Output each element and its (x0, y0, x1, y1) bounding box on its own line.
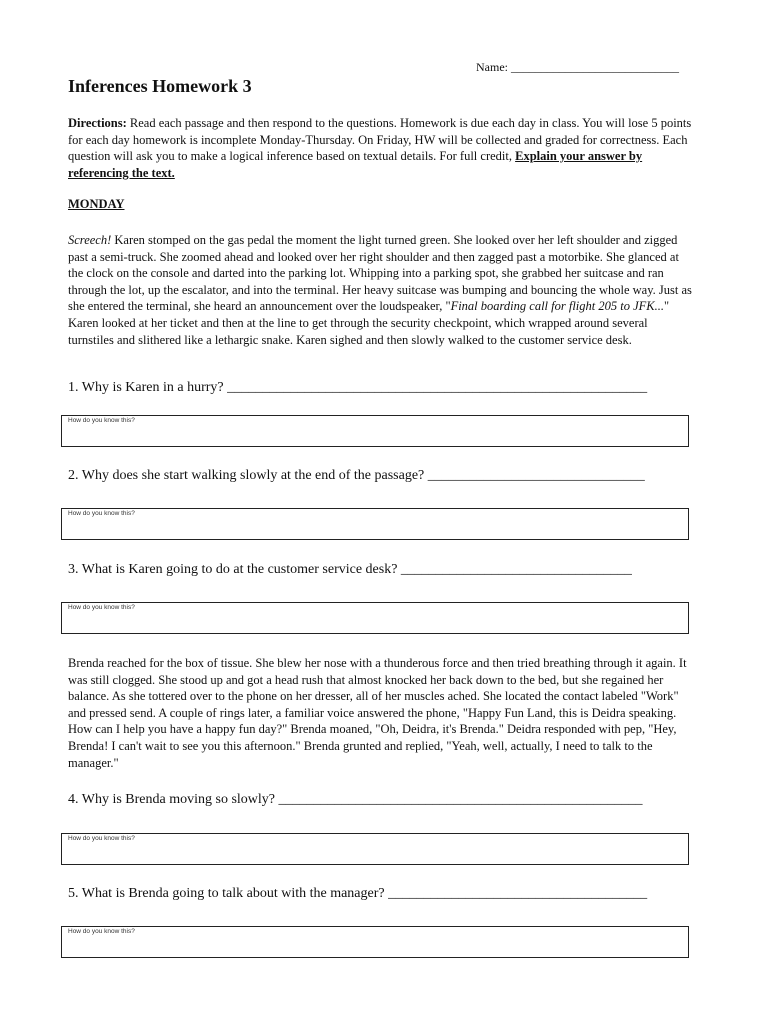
answer-box-1[interactable] (61, 415, 689, 447)
answer-box-label: How do you know this? (68, 835, 135, 842)
answer-box-label: How do you know this? (68, 510, 135, 517)
answer-box-3[interactable] (61, 602, 689, 634)
passage-text-a: Karen stomped on the gas pedal the moment the light turned green. She looked over her left shoulder and zigged past a semi-truck. She zoomed ahead and looked over her right shoulder and then zagged past a motorbike. She glanced at the clock on the console and darted into the parking lot. Whipping into a parking spot, she grabbed her suitcase and ran through the lot, up the escalator, and into the terminal. Her heavy suitcase was bumping and bouncing the whole way. Just as she entered the terminal, she heard an announcement over the loudspeaker, " (68, 233, 692, 314)
passage-text-b: " Karen looked at her ticket and then at the line to get through the security checkpoint, which wrapped around several turnstiles and slithered like a lethargic snake. Karen sighed and then slowly walked to the customer service desk. (68, 299, 670, 347)
passage-brenda: Brenda reached for the box of tissue. She blew her nose with a thunderous force and then tried breathing through it again. It was still clogged. She stood up and got a head rush that almost knocked her back down to the bed, but she regained her balance. As she tottered over to the phone on her dresser, all of her muscles ached. She located the contact labeled "Work" and pressed send. A couple of rings later, a familiar voice answered the phone, "Happy Fun Land, this is Deidra speaking. How can I help you have a happy fun day?" Brenda moaned, "Oh, Deidra, it's Brenda." Deidra responded with pep, "Hey, Brenda! I can't wait to see you this afternoon." Brenda grunted and replied, "Yeah, well, actually, I need to talk to the manager." (68, 656, 687, 770)
answer-box-label: How do you know this? (68, 928, 135, 935)
passage-quote: Final boarding call for flight 205 to JFK... (450, 299, 664, 314)
question-4: 4. Why is Brenda moving so slowly? ____________________________________________________ (68, 792, 643, 807)
question-5: 5. What is Brenda going to talk about with the manager? _____________________________________ (68, 886, 648, 901)
answer-box-4[interactable] (61, 833, 689, 865)
directions-emphasis: Explain your answer by referencing the text. (68, 149, 643, 180)
directions-text: Read each passage and then respond to the questions. Homework is due each day in class. You will lose 5 points for each day homework is incomplete Monday-Thursday. On Friday, HW will be collected and graded for correctness. Each question will ask you to make a logical inference based on textual details. For full credit, (68, 116, 692, 164)
page-title: Inferences Homework 3 (68, 76, 252, 96)
answer-box-label: How do you know this? (68, 417, 135, 424)
answer-box-label: How do you know this? (68, 604, 135, 611)
answer-box-2[interactable] (61, 508, 689, 540)
passage-karen (68, 232, 696, 348)
question-1: 1. Why is Karen in a hurry? ____________________________________________________________ (68, 380, 648, 395)
question-2: 2. Why does she start walking slowly at the end of the passage? _______________________________ (68, 468, 645, 483)
passage-intro: Screech! (68, 233, 112, 247)
answer-box-5[interactable] (61, 926, 689, 958)
name-field-label: Name: ____________________________ (476, 60, 679, 74)
day-heading: MONDAY (68, 197, 125, 211)
directions-label: Directions: (68, 116, 127, 130)
question-3: 3. What is Karen going to do at the customer service desk? _________________________________ (68, 562, 632, 577)
directions-paragraph (68, 115, 692, 181)
